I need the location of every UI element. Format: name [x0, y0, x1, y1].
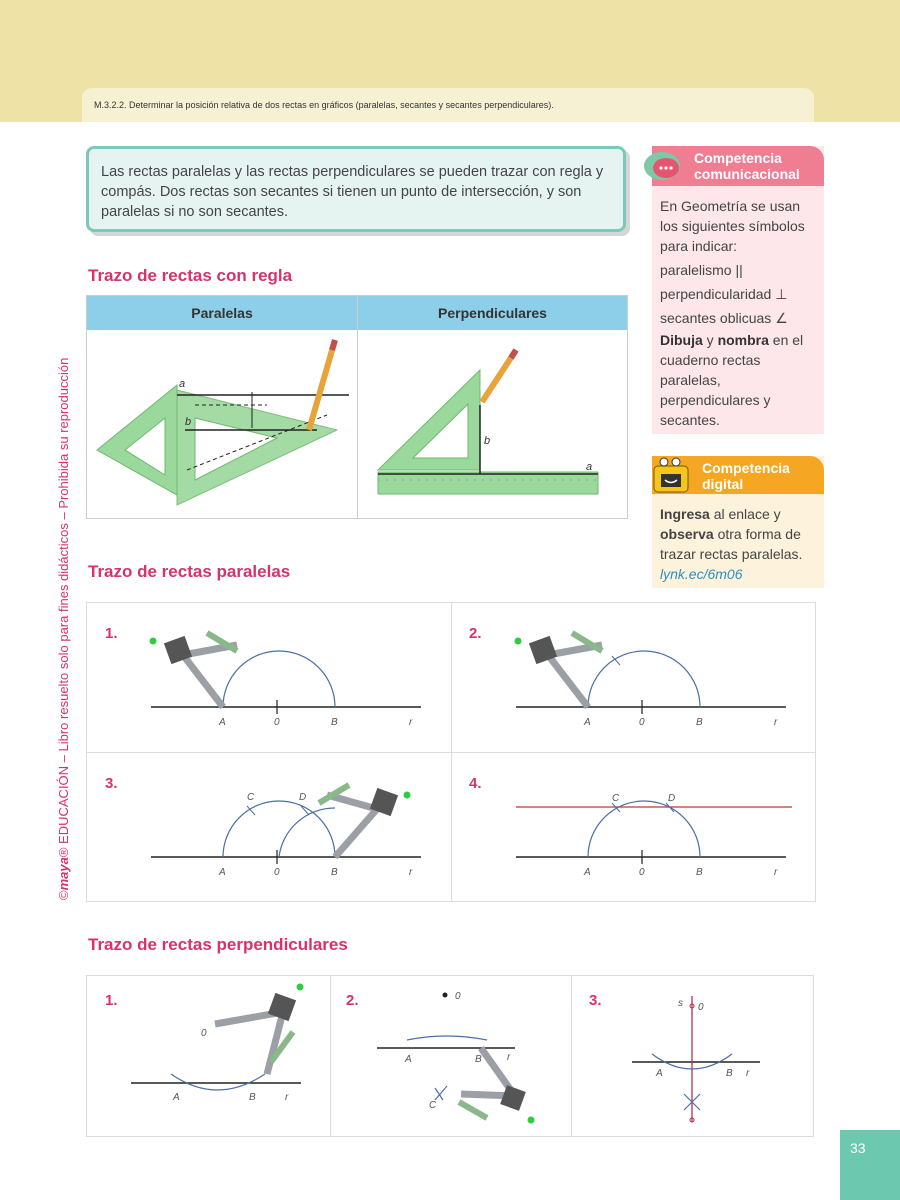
- col-header-parallel: Paralelas: [87, 296, 357, 330]
- svg-text:A: A: [656, 1068, 663, 1079]
- symbol-row: paralelismo ||: [660, 262, 743, 278]
- svg-text:B: B: [331, 867, 338, 878]
- oblique-symbol-icon: ∠: [775, 310, 788, 326]
- perp-step-2: [331, 976, 571, 1136]
- set-square-icon: [378, 370, 480, 470]
- set-square-icon: [97, 385, 337, 505]
- header-line-2: digital: [702, 476, 744, 492]
- header-line-1: Competencia: [694, 150, 782, 166]
- svg-text:B: B: [249, 1092, 256, 1103]
- ruler-table: [86, 295, 628, 519]
- svg-text:A: A: [584, 717, 591, 728]
- parallel-step-2: [452, 603, 816, 752]
- svg-text:B: B: [696, 867, 703, 878]
- col-header-perpendicular: Perpendiculares: [358, 296, 627, 330]
- step-number: 1.: [105, 992, 118, 1009]
- external-link[interactable]: lynk.ec/6m06: [660, 566, 743, 582]
- copyright-symbol: ©: [56, 890, 71, 900]
- svg-text:B: B: [331, 717, 338, 728]
- parallel-symbol-icon: ||: [735, 262, 743, 278]
- compass-icon: [215, 984, 304, 1075]
- svg-text:0: 0: [639, 867, 645, 878]
- step-number: 1.: [105, 625, 118, 642]
- competencia-digital-header: [652, 456, 824, 494]
- label-b: b: [185, 416, 192, 428]
- competencia-digital-box: [652, 456, 824, 588]
- svg-text:r: r: [774, 717, 778, 728]
- label-a2: a: [586, 461, 593, 473]
- step-number: 3.: [589, 992, 602, 1009]
- svg-text:r: r: [774, 867, 778, 878]
- symbol-row: perpendicularidad ⊥: [660, 286, 788, 302]
- learning-objective: M.3.2.2. Determinar la posición relativa de dos rectas en gráficos (paralelas, secantes y secantes perpendiculares).: [82, 88, 814, 122]
- svg-text:A: A: [405, 1054, 412, 1065]
- intro-text: Las rectas paralelas y las rectas perpendiculares se pueden trazar con regla y compás. Dos rectas son secantes si tienen un punto de intersección, y son paralelas si no son secantes.: [101, 164, 604, 220]
- svg-text:C: C: [247, 792, 255, 803]
- registered-symbol: ®: [56, 847, 71, 858]
- svg-text:s: s: [678, 998, 683, 1009]
- svg-text:0: 0: [639, 717, 645, 728]
- svg-text:r: r: [285, 1092, 289, 1103]
- step-number: 4.: [469, 775, 482, 792]
- label-b2: b: [484, 435, 491, 447]
- step-number: 3.: [105, 775, 118, 792]
- competencia-comunicacional-body: [660, 196, 820, 430]
- brand-logo: maya: [56, 857, 71, 891]
- svg-text:A: A: [219, 867, 226, 878]
- parallel-ruler-figure: [87, 330, 357, 518]
- step-number: 2.: [346, 992, 359, 1009]
- perpendicular-steps-grid: [86, 975, 814, 1137]
- svg-text:0: 0: [201, 1028, 207, 1039]
- parallel-step-4: [452, 753, 816, 902]
- header-line-2: comunicacional: [694, 166, 800, 182]
- perpendicular-symbol-icon: ⊥: [775, 286, 788, 302]
- robot-icon: [648, 454, 698, 498]
- compass-icon: [319, 785, 411, 857]
- svg-text:A: A: [173, 1092, 180, 1103]
- svg-text:r: r: [507, 1052, 511, 1063]
- parallel-step-3: [87, 753, 451, 902]
- svg-text:r: r: [409, 717, 413, 728]
- side-credit: [56, 358, 71, 900]
- page-number: 33: [850, 1140, 866, 1156]
- parallel-step-1: [87, 603, 451, 752]
- credit-text: EDUCACIÓN – Libro resuelto solo para fines didácticos – Prohibida su reproducción: [56, 357, 71, 848]
- svg-text:r: r: [746, 1068, 750, 1079]
- compass-icon: [459, 1048, 535, 1124]
- svg-text:C: C: [612, 793, 620, 804]
- svg-text:0: 0: [274, 867, 280, 878]
- svg-text:A: A: [219, 717, 226, 728]
- perp-step-3: [572, 976, 812, 1136]
- page-number-tab: [840, 1130, 900, 1200]
- intro-box: [86, 146, 626, 232]
- header-line-1: Competencia: [702, 460, 790, 476]
- label-a: a: [179, 378, 186, 390]
- perpendicular-ruler-figure: [358, 330, 627, 518]
- svg-text:0: 0: [455, 991, 461, 1002]
- pencil-icon: [482, 350, 516, 402]
- task-text: Dibuja y nombra en el cuaderno rectas paralelas, perpendiculares y secantes.: [660, 332, 804, 428]
- competencia-comunicacional-box: [652, 146, 824, 434]
- svg-text:0: 0: [698, 1002, 704, 1013]
- section-title-parallel: Trazo de rectas paralelas: [88, 562, 291, 581]
- ruler-icon: [378, 472, 598, 494]
- symbol-row: secantes oblicuas ∠: [660, 310, 788, 326]
- chat-bubble-icon: [640, 148, 682, 188]
- svg-text:C: C: [429, 1100, 437, 1111]
- competencia-comunicacional-header: [652, 146, 824, 186]
- svg-text:D: D: [668, 793, 676, 804]
- section-title-ruler: Trazo de rectas con regla: [88, 266, 293, 285]
- perp-step-1: [87, 976, 330, 1136]
- svg-text:D: D: [299, 792, 307, 803]
- section-title-perpendicular: Trazo de rectas perpendiculares: [88, 935, 348, 954]
- symbols-intro: En Geometría se usan los siguientes símbolos para indicar:: [660, 198, 805, 254]
- svg-text:B: B: [475, 1054, 482, 1065]
- svg-text:A: A: [584, 867, 591, 878]
- svg-text:0: 0: [274, 717, 280, 728]
- parallel-steps-grid: [86, 602, 816, 902]
- svg-text:B: B: [726, 1068, 733, 1079]
- competencia-digital-body: Ingresa al enlace y observa otra forma de trazar rectas paralelas. lynk.ec/6m06: [660, 504, 820, 584]
- step-number: 2.: [469, 625, 482, 642]
- pencil-icon: [309, 340, 335, 430]
- svg-text:r: r: [409, 867, 413, 878]
- svg-text:B: B: [696, 717, 703, 728]
